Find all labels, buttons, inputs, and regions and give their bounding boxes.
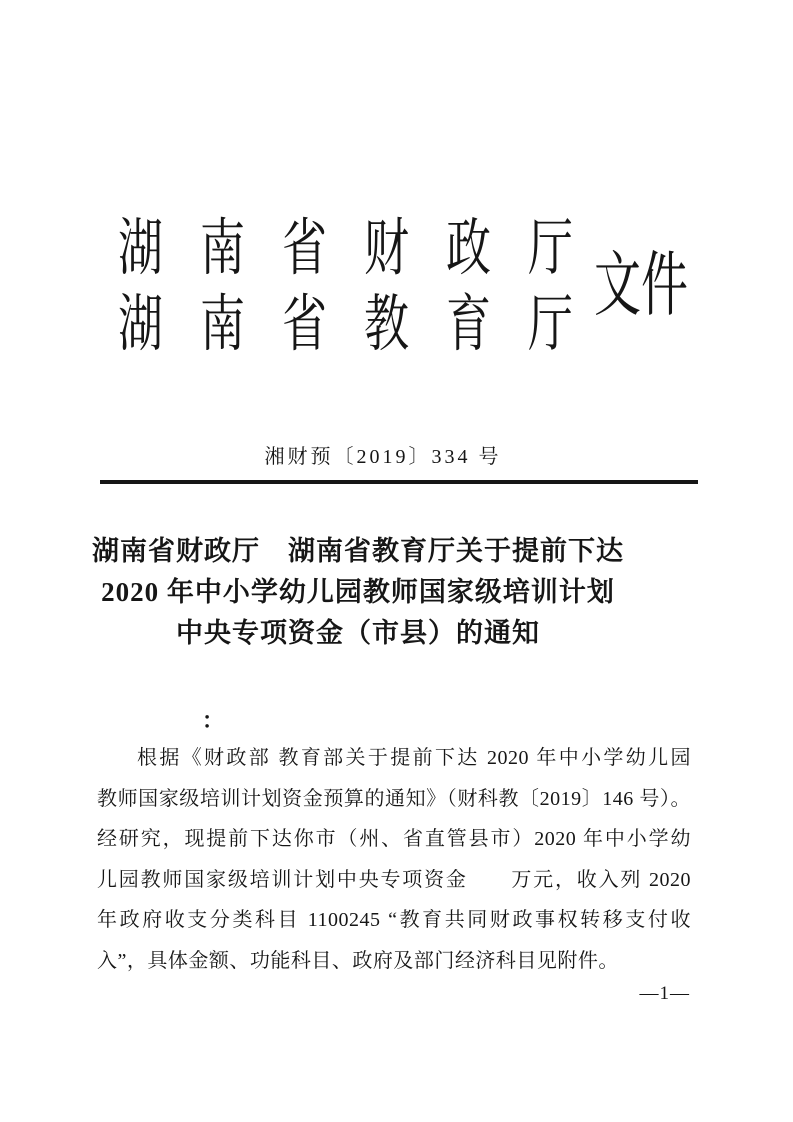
body-line: 入”，具体金额、功能科目、政府及部门经济科目见附件。 [97,949,619,972]
letterhead-agency-names [118,211,610,363]
document-title [60,531,656,654]
addressee-colon: ： [202,708,225,733]
agency-name-line-1: 湖南省财政厅 [118,213,611,283]
body-line: 经研究，现提前下达你市（州、省直管县市）2020 年中小学幼 [97,828,691,850]
title-line-2: 2020 年中小学幼儿园教师国家级培训计划 [101,577,615,607]
body-line: 儿园教师国家级培训计划中央专项资金 万元，收入列 2020 [97,868,691,891]
agency-name-line-2: 湖南省教育厅 [118,289,611,359]
header-separator-line [100,480,698,484]
page-number: —1— [639,983,690,1004]
body-line: 根据《财政部 教育部关于提前下达 2020 年中小学幼儿园 [137,747,691,769]
doc-type-label: 文件 [594,247,688,326]
body-line: 年政府收支分类科目 1100245 “教育共同财政事权转移支付收 [97,909,691,931]
document-body [97,738,691,981]
title-line-1: 湖南省财政厅 湖南省教育厅关于提前下达 [92,536,624,566]
document-number: 湘财预〔2019〕334 号 [264,446,502,468]
body-line: 教师国家级培训计划资金预算的通知》（财科教〔2019〕146 号）。 [97,787,691,810]
title-line-3: 中央专项资金（市县）的通知 [176,618,540,648]
